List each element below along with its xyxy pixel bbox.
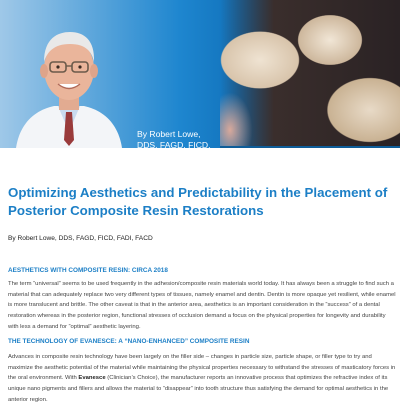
article-title: Optimizing Aesthetics and Predictability in the Placement of Posterior Composite Resin Restorations xyxy=(8,185,388,218)
author-portrait xyxy=(14,14,124,148)
brand-name: Evanesce xyxy=(78,375,106,382)
hero-author-caption xyxy=(137,129,267,162)
section-paragraph xyxy=(8,352,396,406)
section-heading: THE TECHNOLOGY OF EVANESCE: A “NANO-ENHANCED” COMPOSITE RESIN xyxy=(8,338,250,345)
article-byline: By Robert Lowe, DDS, FAGD, FICD, FADI, FACD xyxy=(8,235,153,242)
section-heading: AESTHETICS WITH COMPOSITE RESIN: CIRCA 2018 xyxy=(8,267,168,274)
hero-author-line: DDS, FAGD, FICD, xyxy=(137,140,211,150)
hero-author-line: FADI, FACD xyxy=(137,151,184,161)
hero-banner xyxy=(0,0,400,161)
paragraph-text: (Clinician’s Choice), the manufacturer reports an innovative process that optimizes the refractive index of its unique nano pigments and fillers and allows the material to “disappear” into tooth structure thus satisfying the demand for optimal aesthetics in the anterior region. xyxy=(8,375,389,403)
section-paragraph: The term “universal” seems to be used frequently in the adhesion/composite resin materials world today. It has always been a struggle to find such a material that can adequately replace two very different types of tissues, namely enamel and dentin. Dentin is more opaque yet resilient, while enamel is more translucent and brittle. The other caveat is that in the anterior area, aesthetics is an important consideration in the “success” of a dental restoration whereas in the posterior region, functional stresses of occlusion demand a focus on the physical properties for longevity and durability with less a demand for “optimal” aesthetic layering. xyxy=(8,281,396,330)
hero-author-line: By Robert Lowe, xyxy=(137,129,201,139)
teeth-photo xyxy=(220,0,400,148)
paragraph-text: Advances in composite resin technology have been largely on the filler side – changes in particle size, particle shape, or filler type to try and maximize the aesthetic potential of the material while maintaining the physical properties necessary to withstand the stresses of masticatory forces in the oral environment. With xyxy=(8,354,396,382)
